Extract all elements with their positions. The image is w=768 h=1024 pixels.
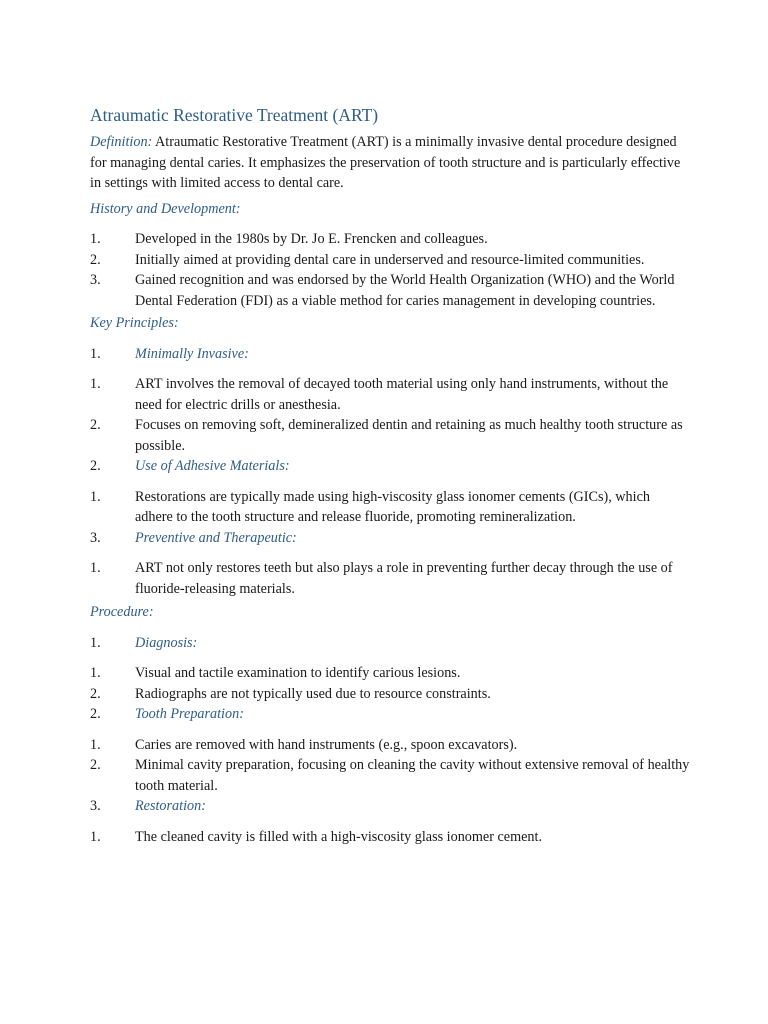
document-title: Atraumatic Restorative Treatment (ART)	[90, 105, 379, 125]
list-text: Caries are removed with hand instruments (e.g., spoon excavators).	[135, 736, 518, 753]
list-text: ART involves the removal of decayed tooth material using only hand instruments, without the need for electric drills or anesthesia.	[135, 376, 669, 413]
list-text: Visual and tactile examination to identify carious lesions.	[135, 665, 461, 681]
definition-text: Atraumatic Restorative Treatment (ART) is a minimally invasive dental procedure designed for managing dental caries. It emphasizes the preservation of tooth structure and is particularly effective in settings with limited access to dental care.	[90, 134, 681, 191]
procedure-sublist	[90, 827, 690, 848]
principle-label: Minimally Invasive:	[135, 345, 249, 362]
procedure-heading: Procedure:	[90, 604, 154, 620]
principle-sublist-wrapper	[90, 558, 690, 599]
list-text: Gained recognition and was endorsed by the World Health Organization (WHO) and the World Dental Federation (FDI) as a viable method for caries management in developing countries.	[135, 272, 675, 309]
list-number: 1.	[90, 560, 101, 576]
list-number: 2.	[90, 251, 101, 268]
list-number: 2.	[90, 757, 101, 773]
list-number: 1.	[90, 828, 101, 845]
principle-sublist-wrapper	[90, 374, 690, 456]
list-number: 1.	[90, 736, 101, 753]
list-number: 1.	[90, 231, 101, 247]
list-text: Minimal cavity preparation, focusing on cleaning the cavity without extensive removal of healthy tooth material.	[135, 757, 690, 794]
list-text: Restorations are typically made using high-viscosity glass ionomer cements (GICs), which adhere to the tooth structure and release fluoride, promoting remineralization.	[135, 488, 650, 525]
principle-label: Use of Adhesive Materials:	[135, 458, 290, 474]
principle-label: Preventive and Therapeutic:	[135, 529, 297, 546]
list-number: 2.	[90, 706, 101, 722]
principle-group	[90, 528, 690, 549]
list-number: 1.	[90, 488, 101, 505]
list-text: Developed in the 1980s by Dr. Jo E. Frencken and colleagues.	[135, 231, 488, 247]
list-item	[90, 415, 690, 456]
list-number: 1.	[90, 376, 101, 392]
list-number: 1.	[90, 665, 101, 681]
procedure-label: Diagnosis:	[135, 634, 198, 651]
list-number: 2.	[90, 458, 101, 474]
principles-heading: Key Principles:	[90, 315, 179, 331]
list-number: 3.	[90, 272, 101, 288]
list-item	[90, 827, 690, 848]
list-item	[90, 558, 690, 599]
list-item	[90, 735, 690, 756]
list-number: 2.	[90, 685, 101, 702]
principle-sublist	[90, 558, 690, 599]
list-text: The cleaned cavity is filled with a high-viscosity glass ionomer cement.	[135, 828, 542, 845]
list-item	[90, 270, 690, 311]
procedure-sublist	[90, 663, 690, 704]
document-body	[90, 103, 690, 847]
list-text: Radiographs are not typically used due to resource constraints.	[135, 685, 491, 702]
principle-sublist	[90, 374, 690, 456]
list-text: Initially aimed at providing dental care in underserved and resource-limited communities.	[135, 251, 645, 268]
list-number: 1.	[90, 634, 101, 651]
list-number: 2.	[90, 417, 101, 433]
procedure-label: Tooth Preparation:	[135, 706, 244, 722]
procedure-group	[90, 704, 690, 725]
list-item	[90, 374, 690, 415]
list-text: Focuses on removing soft, demineralized dentin and retaining as much healthy tooth structure as possible.	[135, 417, 683, 454]
history-heading: History and Development:	[90, 200, 241, 217]
list-item	[90, 755, 690, 796]
procedure-sublist-wrapper	[90, 735, 690, 797]
principle-sublist	[90, 487, 690, 528]
procedure-group	[90, 633, 690, 654]
principle-sublist-wrapper	[90, 487, 690, 528]
list-number: 3.	[90, 529, 101, 546]
list-number: 1.	[90, 345, 101, 362]
list-item	[90, 684, 690, 705]
list-item	[90, 487, 690, 528]
history-list	[90, 229, 690, 311]
list-item	[90, 663, 690, 684]
principles-list	[90, 344, 690, 600]
procedure-sublist-wrapper	[90, 663, 690, 704]
definition-paragraph	[90, 132, 690, 194]
list-item	[90, 250, 690, 271]
procedure-label: Restoration:	[135, 798, 206, 814]
list-number: 3.	[90, 798, 101, 814]
procedure-sublist-wrapper	[90, 827, 690, 848]
list-item	[90, 229, 690, 250]
procedure-list	[90, 633, 690, 848]
definition-label: Definition:	[90, 134, 153, 150]
procedure-sublist	[90, 735, 690, 797]
list-text: ART not only restores teeth but also plays a role in preventing further decay through the use of fluoride-releasing materials.	[135, 560, 673, 597]
principle-group	[90, 344, 690, 365]
procedure-group	[90, 796, 690, 817]
principle-group	[90, 456, 690, 477]
